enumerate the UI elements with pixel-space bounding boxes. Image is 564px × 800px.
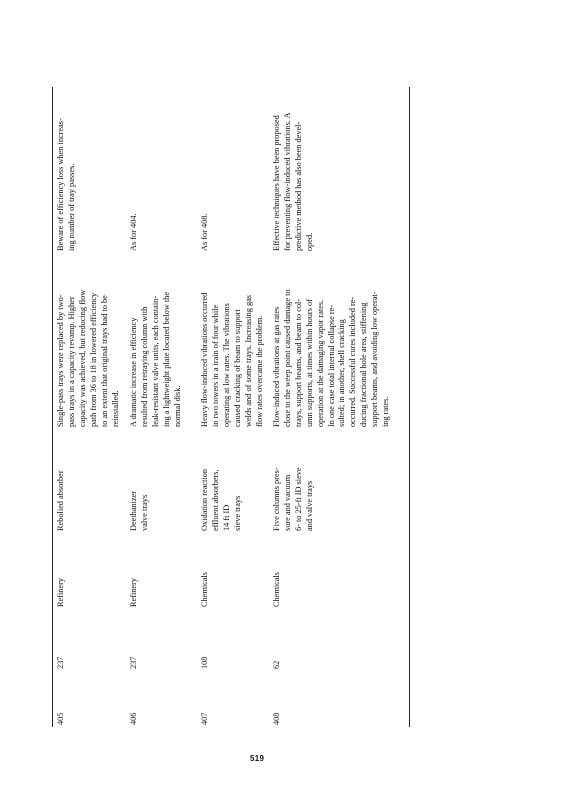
case-number: 408 <box>272 712 281 725</box>
reference-number: 237 <box>129 656 138 669</box>
equipment: Deethanizer valve trays <box>129 490 149 531</box>
table-bottom-rule <box>409 87 410 727</box>
case-number: 406 <box>129 712 138 725</box>
page-number: 519 <box>250 754 265 763</box>
rotated-table <box>52 87 410 727</box>
equipment: Five columns pres- sure and vacuum 6- to 25-ft ID sieve and valve trays <box>272 467 314 531</box>
lesson-text: Effective techniques have been proposed for preventing flow-induced vibrations. A predictive method has also been devel- oped. <box>272 112 314 251</box>
description: Single-pass trays were replaced by two- pass trays in a capacity revamp. Higher capacity was achieved, but reducing flow path from 36 to 18 in lowered efficiency to an extent that original trays had to be reinstalled. <box>56 289 120 427</box>
reference-number: 237 <box>56 656 65 669</box>
equipment: Rebolied absorber <box>56 470 65 531</box>
reference-number: 62 <box>272 660 281 669</box>
case-number: 405 <box>56 712 65 725</box>
lesson-text: As for 408. <box>200 213 209 251</box>
reference-number: 108 <box>200 656 209 669</box>
lesson-text: As for 404. <box>129 213 138 251</box>
industry: Chemicals <box>272 571 281 607</box>
table-top-rule <box>52 87 53 727</box>
description: Flow-induced vibrations at gas rates close to the weep point caused damage to trays, support beams, and beam to col- umn supports, at times within hours of operation at the damaging vapor rates. In one case total internal collapse re- sulted; in another, shell cracking occurred. Successful cures included re- ducing fractional hole area, stiffening support beams, and avoiding low operat- ing rates. <box>272 289 391 427</box>
industry: Refinery <box>129 577 138 607</box>
industry: Refinery <box>56 577 65 607</box>
lesson-text: Beware of efficiency loss when increas- ing number of tray passes. <box>56 118 76 251</box>
case-number: 407 <box>200 712 209 725</box>
description: Heavy flow-induced vibrations occurred in two towers in a train of four while operating at low rates. The vibrations caused cracking of beam to support welds and of some trays. Increasing gas flow rates overcame the problem. <box>200 292 264 427</box>
industry: Chemicals <box>200 571 209 607</box>
equipment: Oxidation reaction effluent absorbers, 14 ft ID sieve trays <box>200 469 242 531</box>
description: A dramatic increase in efficiency resulted from retraying column with leak-resistant valve units, each contain- ing a lightweight plate located below the normal disk. <box>129 291 182 427</box>
